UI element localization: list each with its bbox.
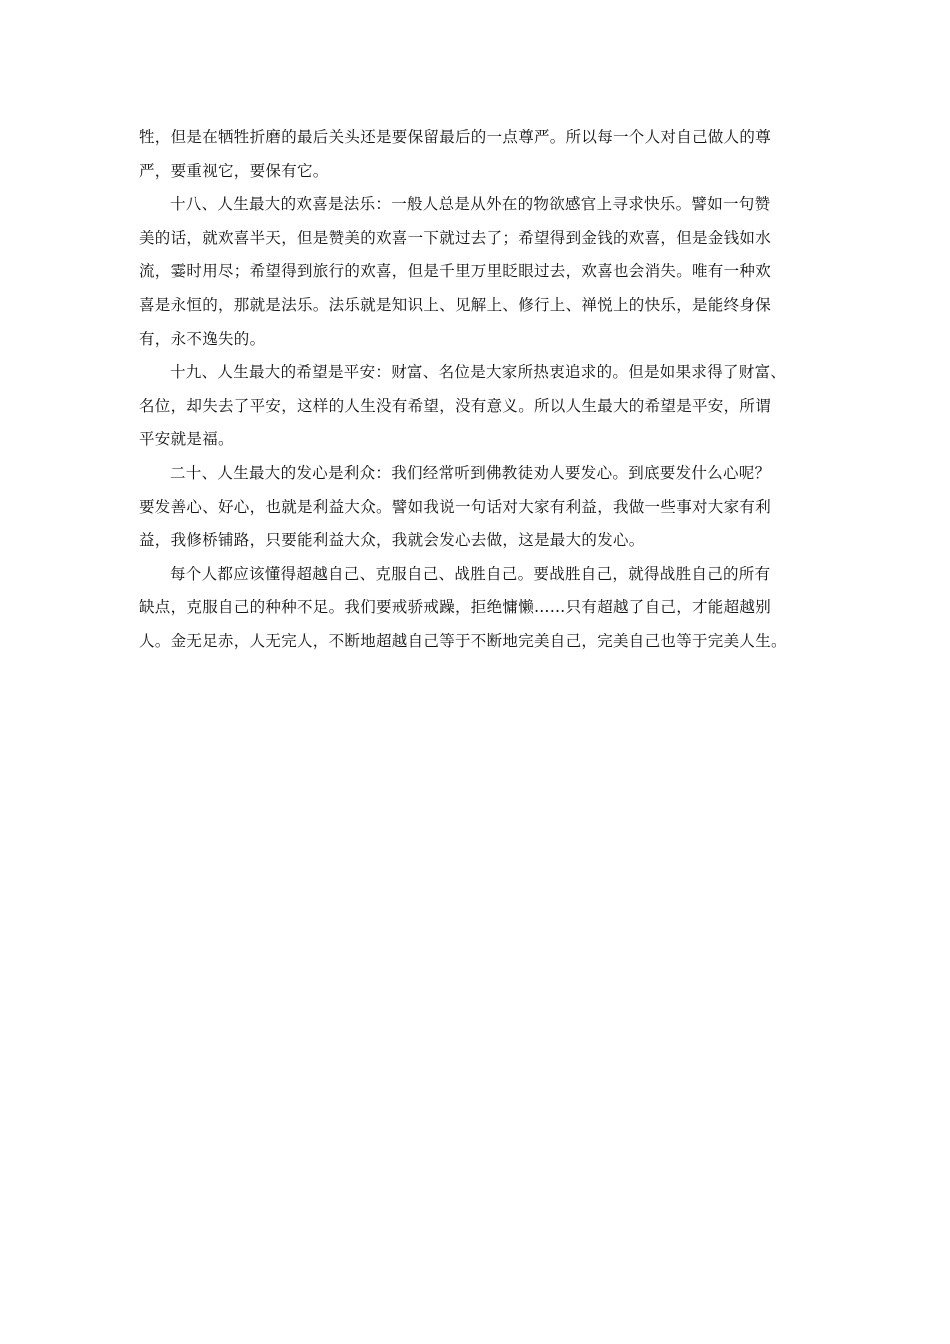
text-line: 十九、人生最大的希望是平安：财富、名位是大家所热衷追求的。但是如果求得了财富、 — [170, 363, 787, 382]
text-line: 益，我修桥铺路，只要能利益大众，我就会发心去做，这是最大的发心。 — [139, 531, 645, 550]
text-line: 十八、人生最大的欢喜是法乐：一般人总是从外在的物欲感官上寻求快乐。譬如一句赞 — [170, 195, 771, 214]
paragraph-19-peace — [139, 356, 819, 457]
text-line: 美的话，就欢喜半天，但是赞美的欢喜一下就过去了；希望得到金钱的欢喜，但是金钱如水 — [139, 228, 772, 247]
text-line: 有，永不逸失的。 — [139, 329, 266, 348]
paragraph-dignity-continuation — [139, 121, 819, 188]
text-line: 牲，但是在牺牲折磨的最后关头还是要保留最后的一点尊严。所以每一个人对自己做人的尊 — [139, 128, 772, 146]
text-line: 缺点，克服自己的种种不足。我们要戒骄戒躁，拒绝慵懒……只有超越了自己，才能超越别 — [139, 598, 772, 617]
text-line: 每个人都应该懂得超越自己、克服自己、战胜自己。要战胜自己，就得战胜自己的所有 — [170, 564, 771, 583]
text-line: 人。金无足赤，人无完人，不断地超越自己等于不断地完美自己，完美自己也等于完美人生。 — [139, 631, 787, 650]
text-line: 流，霎时用尽；希望得到旅行的欢喜，但是千里万里眨眼过去，欢喜也会消失。唯有一种欢 — [139, 262, 772, 281]
text-line: 二十、人生最大的发心是利众：我们经常听到佛教徒劝人要发心。到底要发什么心呢？ — [170, 463, 771, 482]
text-line: 要发善心、好心，也就是利益大众。譬如我说一句话对大家有利益，我做一些事对大家有利 — [139, 497, 772, 516]
document-body — [139, 121, 819, 659]
paragraph-20-benefit-all — [139, 457, 819, 558]
text-line: 名位，却失去了平安，这样的人生没有希望，没有意义。所以人生最大的希望是平安，所谓 — [139, 396, 772, 415]
paragraph-18-dharma-joy — [139, 188, 819, 356]
text-line: 平安就是福。 — [139, 430, 234, 449]
text-line: 喜是永恒的，那就是法乐。法乐就是知识上、见解上、修行上、禅悦上的快乐，是能终身保 — [139, 295, 772, 314]
text-line: 严，要重视它，要保有它。 — [139, 161, 329, 180]
paragraph-conclusion — [139, 558, 819, 659]
